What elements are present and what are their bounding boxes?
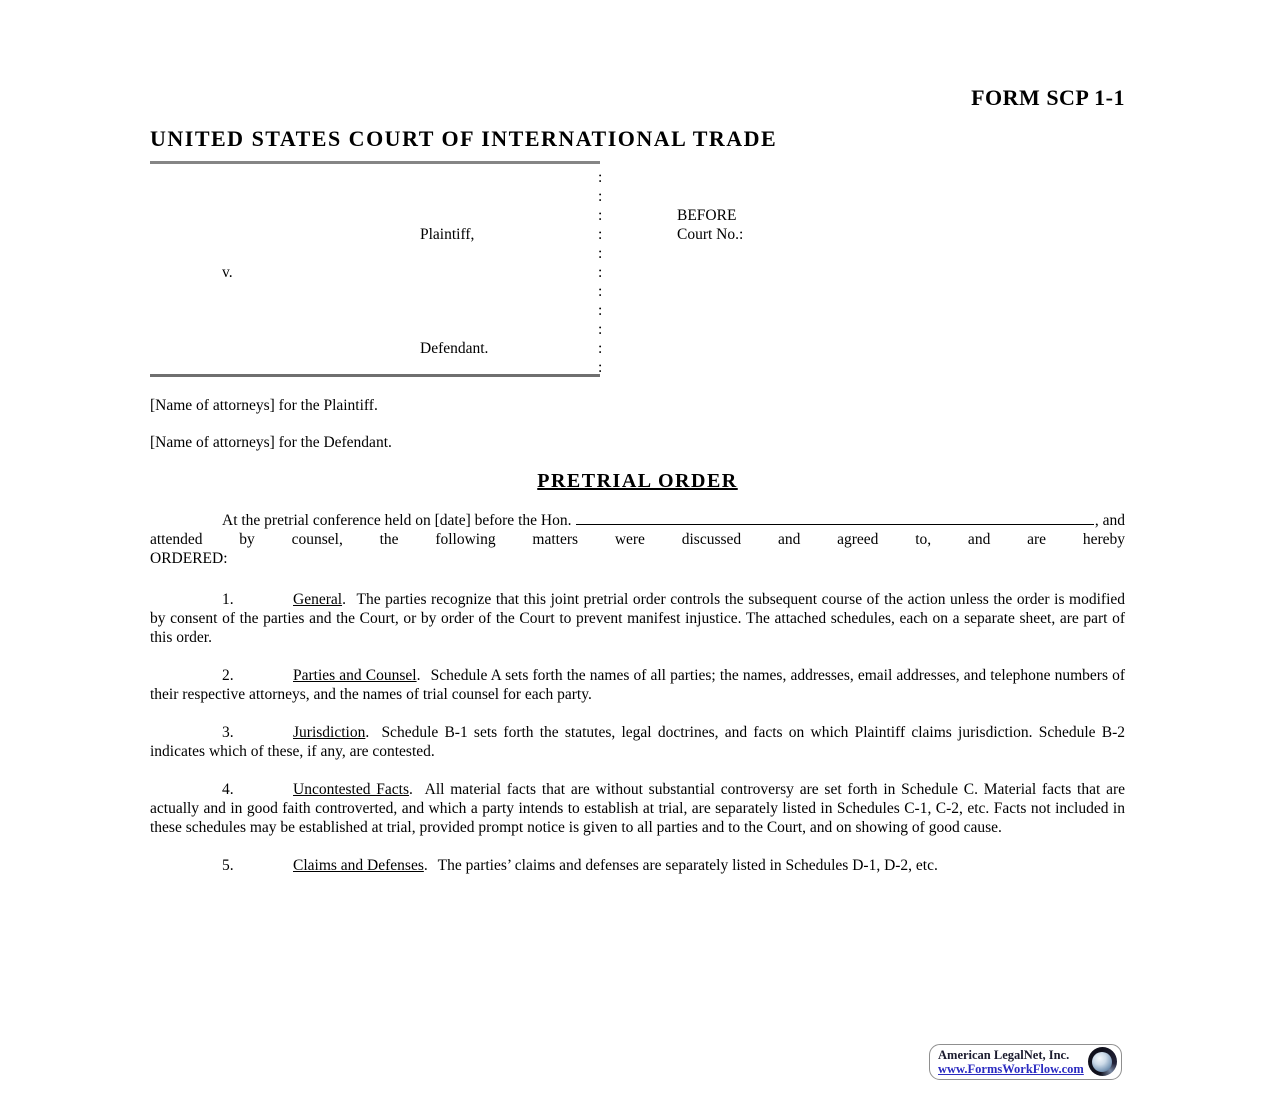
paragraph-label: Uncontested Facts [293, 781, 409, 798]
attorneys-plaintiff-line: [Name of attorneys] for the Plaintiff. [150, 397, 378, 414]
caption-colon: : [598, 321, 603, 338]
paragraph-label-punct: . [408, 781, 413, 798]
caption-colon: : [598, 264, 603, 281]
paragraph-label: General [293, 591, 343, 608]
paragraph-text: All material facts that are without substantial controversy are set forth in Schedule C. Material facts that are actually and in good faith controverted, and which a party intends to establish at trial, are separately listed in Schedules C-1, C-2, etc. Facts not included in these schedules may be established at trial, provided prompt notice is given to all parties and to the Court, and on showing of good cause. [150, 781, 1125, 836]
paragraph-text: The parties recognize that this joint pretrial order controls the subsequent course of the action unless the order is modified by consent of the parties and the Court, or by order of the Court to prevent manifest injustice. The attached schedules, each on a separate sheet, are part of this order. [150, 591, 1126, 646]
paragraph-number: 2. [222, 667, 234, 684]
paragraph-number: 5. [222, 857, 234, 874]
paragraph-5 [150, 856, 1125, 875]
document-body [150, 511, 1125, 894]
intro-paragraph [150, 511, 1125, 568]
caption-colon: : [598, 226, 603, 243]
paragraph-label: Claims and Defenses [293, 857, 424, 874]
caption-colon: : [598, 283, 603, 300]
attorneys-defendant-line: [Name of attorneys] for the Defendant. [150, 434, 392, 451]
intro-before-blank: At the pretrial conference held on [date] before the Hon. [222, 512, 572, 529]
versus-label: v. [222, 264, 233, 281]
court-number-label: Court No.: [677, 226, 744, 243]
defendant-label: Defendant. [420, 340, 489, 357]
caption-bottom-rule [150, 374, 600, 377]
caption-colon: : [598, 245, 603, 262]
form-number: FORM SCP 1-1 [971, 85, 1125, 110]
paragraph-1 [150, 590, 1125, 647]
globe-logo-icon [1088, 1047, 1117, 1076]
paragraph-number: 3. [222, 724, 234, 741]
plaintiff-label: Plaintiff, [420, 226, 475, 243]
intro-line-2: attended by counsel, the following matters were discussed and agreed to, and are hereby [150, 531, 1125, 548]
paragraph-2 [150, 666, 1125, 704]
paragraph-label: Parties and Counsel [293, 667, 417, 684]
pretrial-order-heading: PRETRIAL ORDER [537, 470, 738, 492]
american-legalnet-badge [929, 1044, 1122, 1080]
caption-colon: : [598, 340, 603, 357]
paragraph-text: Schedule B-1 sets forth the statutes, legal doctrines, and facts on which Plaintiff claims jurisdiction. Schedule B-2 indicates which of these, if any, are contested. [150, 724, 1125, 760]
paragraph-label-punct: . [365, 724, 370, 741]
court-title: UNITED STATES COURT OF INTERNATIONAL TRADE [150, 126, 778, 151]
before-label: BEFORE [677, 207, 737, 224]
paragraph-text: The parties’ claims and defenses are separately listed in Schedules D-1, D-2, etc. [437, 857, 938, 874]
caption-colon: : [598, 188, 603, 205]
paragraph-text: Schedule A sets forth the names of all parties; the names, addresses, email addresses, and telephone numbers of their respective attorneys, and the names of trial counsel for each party. [150, 667, 1126, 703]
paragraph-label: Jurisdiction [293, 724, 366, 741]
caption-colon: : [598, 302, 603, 319]
paragraph-label-punct: . [423, 857, 428, 874]
paragraph-4 [150, 780, 1125, 837]
paragraph-number: 1. [222, 591, 234, 608]
judge-name-blank-line [576, 523, 1093, 525]
caption-colon: : [598, 207, 603, 224]
caption-top-rule [150, 161, 600, 164]
caption-colon: : [598, 169, 603, 186]
intro-line-1 [150, 511, 1125, 530]
paragraph-label-punct: . [342, 591, 346, 608]
case-caption [150, 161, 1125, 377]
company-name: American LegalNet, Inc. [938, 1048, 1070, 1062]
paragraph-number: 4. [222, 781, 234, 798]
paragraph-label-punct: . [416, 667, 421, 684]
website-link[interactable]: www.FormsWorkFlow.com [938, 1062, 1084, 1076]
caption-colon: : [598, 359, 603, 376]
paragraph-3 [150, 723, 1125, 761]
intro-after-blank: , and [1094, 512, 1125, 529]
intro-line-3: ORDERED: [150, 550, 228, 567]
